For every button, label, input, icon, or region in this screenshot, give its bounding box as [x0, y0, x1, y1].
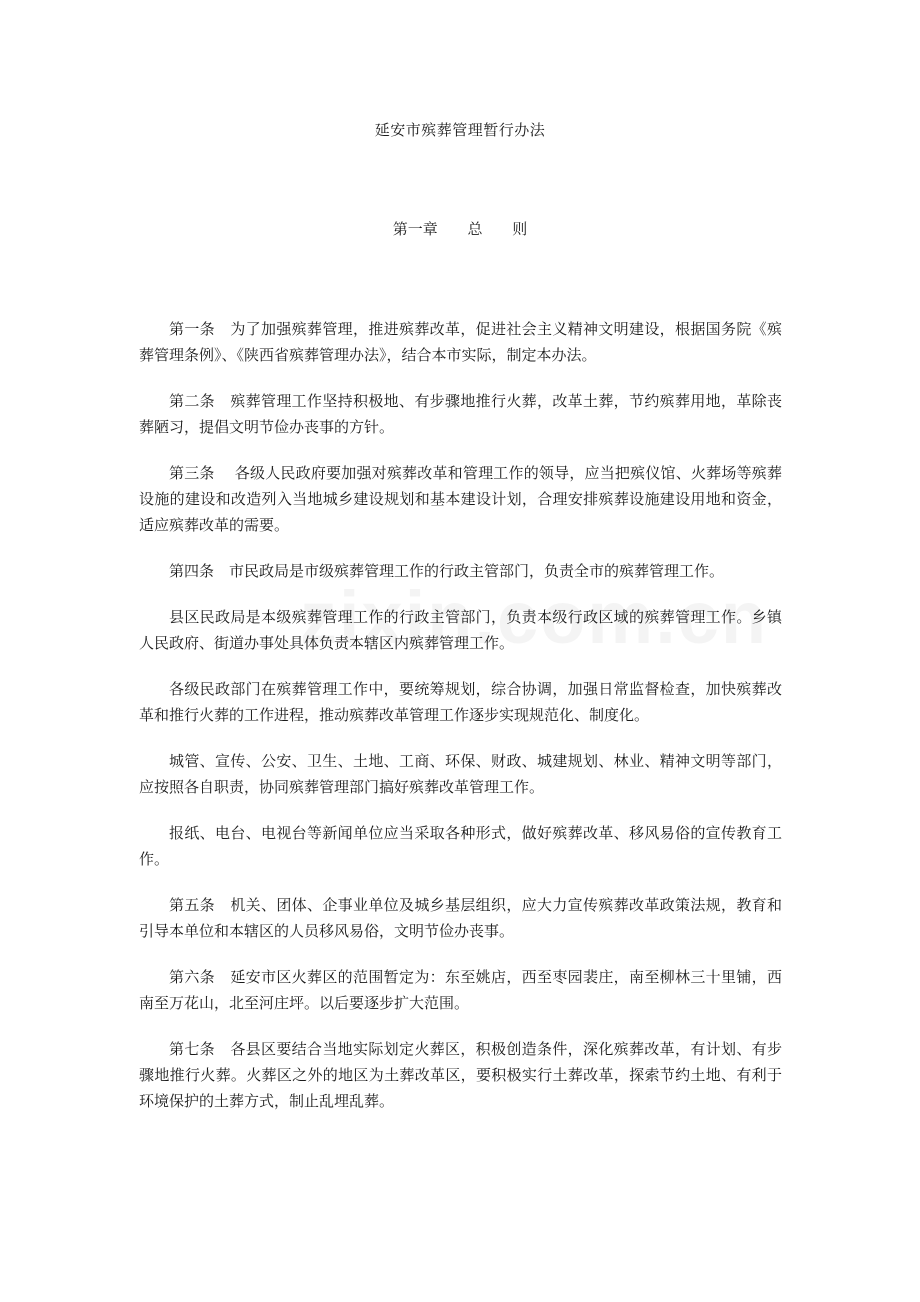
article-1-paragraph: 第一条 为了加强殡葬管理，推进殡葬改革，促进社会主义精神文明建设，根据国务院《殡葬管理条例》、《陕西省殡葬管理办法》，结合本市实际，制定本办法。: [139, 320, 782, 364]
article-5-paragraph: 第五条 机关、团体、企事业单位及城乡基层组织，应大力宣传殡葬改革政策法规，教育和引导本单位和本辖区的人员移风易俗，文明节俭办丧事。: [139, 896, 782, 940]
article-2-paragraph: 第二条 殡葬管理工作坚持积极地、有步骤地推行火葬，改革土葬，节约殡葬用地，革除丧葬陋习，提倡文明节俭办丧事的方针。: [139, 392, 782, 436]
document-body: [139, 316, 782, 1134]
document-title: 延安市殡葬管理暂行办法: [374, 121, 546, 139]
article-7-paragraph: 第七条 各县区要结合当地实际划定火葬区，积极创造条件，深化殡葬改革，有计划、有步骤地推行火葬。火葬区之外的地区为土葬改革区，要积极实行土葬改革，探索节约土地、有利于环境保护的土葬方式，制止乱埋乱葬。: [139, 1040, 782, 1110]
civil-affairs-paragraph: 各级民政部门在殡葬管理工作中，要统筹规划，综合协调，加强日常监督检查，加快殡葬改革和推行火葬的工作进程，推动殡葬改革管理工作逐步实现规范化、制度化。: [139, 680, 782, 724]
media-paragraph: 报纸、电台、电视台等新闻单位应当采取各种形式，做好殡葬改革、移风易俗的宣传教育工作。: [139, 824, 782, 868]
county-bureau-paragraph: 县区民政局是本级殡葬管理工作的行政主管部门，负责本级行政区域的殡葬管理工作。乡镇人民政府、街道办事处具体负责本辖区内殡葬管理工作。: [139, 608, 782, 652]
chapter-heading: 第一章 总 则: [392, 220, 528, 238]
article-6-paragraph: 第六条 延安市区火葬区的范围暂定为：东至姚店，西至枣园裴庄，南至柳林三十里铺，西南至万花山，北至河庄坪。以后要逐步扩大范围。: [139, 968, 782, 1012]
departments-paragraph: 城管、宣传、公安、卫生、土地、工商、环保、财政、城建规划、林业、精神文明等部门，应按照各自职责，协同殡葬管理部门搞好殡葬改革管理工作。: [139, 752, 782, 796]
article-3-paragraph: 第三条 各级人民政府要加强对殡葬改革和管理工作的领导，应当把殡仪馆、火葬场等殡葬设施的建设和改造列入当地城乡建设规划和基本建设计划，合理安排殡葬设施建设用地和资金，适应殡葬改革的需要。: [139, 464, 782, 534]
article-4-paragraph: 第四条 市民政局是市级殡葬管理工作的行政主管部门，负责全市的殡葬管理工作。: [169, 562, 725, 580]
